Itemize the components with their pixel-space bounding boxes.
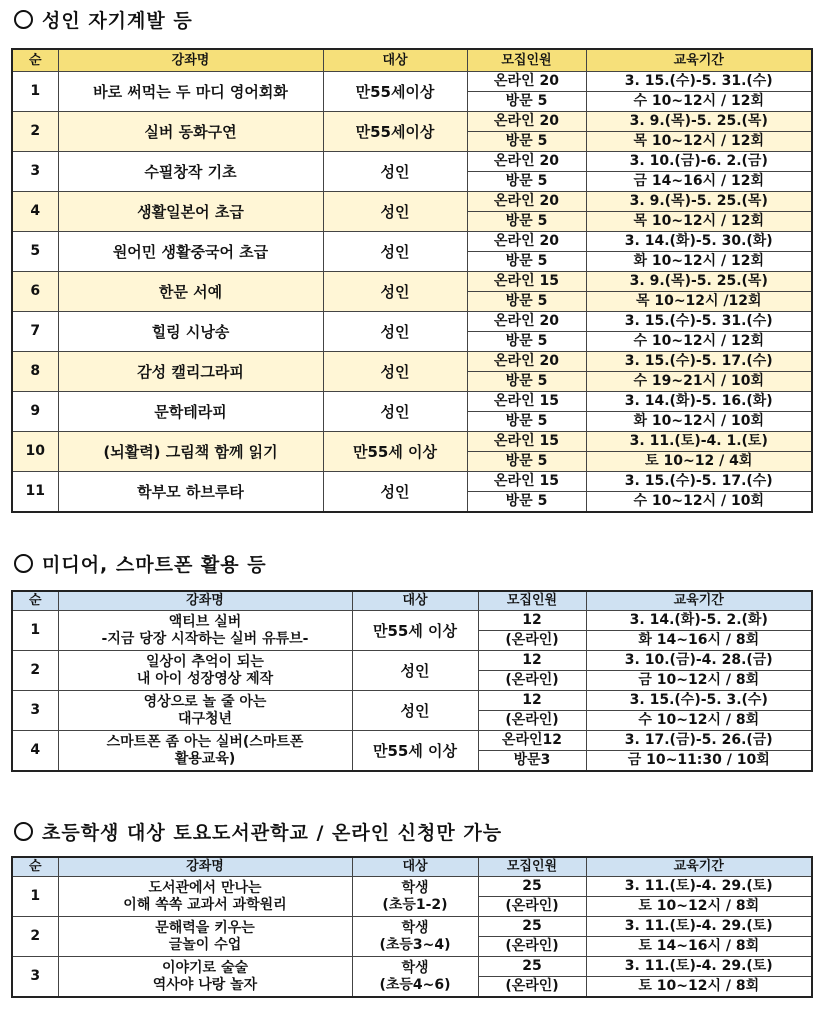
course-target: 성인: [323, 472, 467, 513]
course-schedule: 토 14~16시 / 8회: [586, 937, 812, 957]
course-period: 3. 15.(수)-5. 17.(수): [586, 352, 812, 372]
course-number: 10: [12, 432, 58, 472]
table-row: [12, 957, 812, 977]
course-number: 1: [12, 72, 58, 112]
course-name-line-2: 역사야 나랑 놀자: [152, 976, 258, 993]
table-row: [12, 877, 812, 897]
course-target: [352, 917, 478, 957]
course-schedule: 수 10~12시 / 12회: [586, 332, 812, 352]
course-name: 바로 써먹는 두 마디 영어회화: [58, 72, 323, 112]
course-schedule: 토 10~12시 / 8회: [586, 977, 812, 998]
course-schedule: 목 10~12시 /12회: [586, 292, 812, 312]
table-header-row: [12, 591, 812, 611]
course-number: 2: [12, 112, 58, 152]
capacity-online: 온라인 15: [467, 272, 586, 292]
course-period: 3. 15.(수)-5. 17.(수): [586, 472, 812, 492]
col-header-capacity: 모집인원: [478, 591, 586, 611]
section-title-text: 미디어, 스마트폰 활용 등: [42, 554, 267, 576]
course-schedule: 목 10~12시 / 12회: [586, 132, 812, 152]
course-target-line-2: (초등3~4): [379, 936, 451, 953]
capacity-online: 온라인 20: [467, 152, 586, 172]
capacity-visit: 방문 5: [467, 132, 586, 152]
course-schedule: 토 10~12 / 4회: [586, 452, 812, 472]
course-period: 3. 11.(토)-4. 29.(토): [586, 877, 812, 897]
capacity-online: 25: [478, 877, 586, 897]
course-name-line-2: 내 아이 성장영상 제작: [136, 670, 274, 687]
circle-icon: [14, 10, 33, 29]
course-schedule: 금 10~12시 / 8회: [586, 671, 812, 691]
course-name-line-1: 영상으로 놀 줄 아는: [143, 693, 267, 710]
col-header-target: 대상: [352, 591, 478, 611]
capacity-online: 12: [478, 651, 586, 671]
course-number: 2: [12, 651, 58, 691]
course-name: [58, 957, 352, 998]
capacity-online: 온라인 20: [467, 352, 586, 372]
capacity-visit: 방문 5: [467, 252, 586, 272]
course-period: 3. 11.(토)-4. 29.(토): [586, 957, 812, 977]
course-name: 감성 캘리그라피: [58, 352, 323, 392]
capacity-online: 25: [478, 957, 586, 977]
capacity-online: 온라인 20: [467, 192, 586, 212]
course-name-line-1: 문해력을 키우는: [155, 919, 255, 936]
capacity-visit: (온라인): [478, 977, 586, 998]
col-header-capacity: 모집인원: [478, 857, 586, 877]
course-target: 만55세 이상: [323, 432, 467, 472]
capacity-visit: 방문 5: [467, 412, 586, 432]
course-period: 3. 14.(화)-5. 2.(화): [586, 611, 812, 631]
section-title-adult: [14, 6, 193, 33]
col-header-name: 강좌명: [58, 857, 352, 877]
capacity-visit: 방문 5: [467, 492, 586, 513]
course-period: 3. 9.(목)-5. 25.(목): [586, 192, 812, 212]
course-number: 11: [12, 472, 58, 513]
course-name-line-2: 대구청년: [177, 710, 233, 727]
course-name: 한문 서예: [58, 272, 323, 312]
course-target: 성인: [323, 192, 467, 232]
capacity-online: 온라인 20: [467, 312, 586, 332]
course-name-line-1: 이야기로 술술: [161, 959, 249, 976]
course-period: 3. 9.(목)-5. 25.(목): [586, 112, 812, 132]
course-name: 힐링 시낭송: [58, 312, 323, 352]
table-row: [12, 392, 812, 412]
course-name: 학부모 하브루타: [58, 472, 323, 513]
course-name: [58, 651, 352, 691]
course-number: 4: [12, 731, 58, 772]
course-number: 6: [12, 272, 58, 312]
course-name-line-2: 활용교육): [174, 750, 236, 767]
course-number: 3: [12, 152, 58, 192]
course-number: 1: [12, 611, 58, 651]
course-number: 2: [12, 917, 58, 957]
capacity-visit: (온라인): [478, 631, 586, 651]
course-name: [58, 877, 352, 917]
course-target: 만55세이상: [323, 112, 467, 152]
capacity-visit: 방문 5: [467, 92, 586, 112]
table-row: [12, 312, 812, 332]
table-row: [12, 152, 812, 172]
col-header-name: 강좌명: [58, 49, 323, 72]
course-name-line-1: 일상이 추억이 되는: [146, 653, 264, 670]
course-name: 원어민 생활중국어 초급: [58, 232, 323, 272]
course-name-line-2: 이해 쏙쏙 교과서 과학원리: [123, 896, 287, 913]
elementary-course-table: [11, 856, 813, 998]
course-schedule: 수 10~12시 / 12회: [586, 92, 812, 112]
course-number: 8: [12, 352, 58, 392]
capacity-online: 온라인 15: [467, 392, 586, 412]
capacity-online: 온라인 20: [467, 112, 586, 132]
table-row: [12, 691, 812, 711]
course-name: 수필창작 기초: [58, 152, 323, 192]
col-header-period: 교육기간: [586, 49, 812, 72]
table-row: [12, 432, 812, 452]
course-name-line-1: 스마트폰 좀 아는 실버(스마트폰: [106, 733, 304, 750]
section-title-media: [14, 550, 267, 577]
capacity-visit: 방문 5: [467, 372, 586, 392]
adult-course-table: [11, 48, 813, 513]
course-target-line-1: 학생: [401, 959, 429, 976]
course-period: 3. 10.(금)-6. 2.(금): [586, 152, 812, 172]
capacity-online: 12: [478, 691, 586, 711]
capacity-online: 12: [478, 611, 586, 631]
col-header-target: 대상: [352, 857, 478, 877]
course-period: 3. 15.(수)-5. 3.(수): [586, 691, 812, 711]
course-name: 실버 동화구연: [58, 112, 323, 152]
col-header-capacity: 모집인원: [467, 49, 586, 72]
course-target: [352, 877, 478, 917]
course-schedule: 수 10~12시 / 8회: [586, 711, 812, 731]
course-schedule: 목 10~12시 / 12회: [586, 212, 812, 232]
course-period: 3. 15.(수)-5. 31.(수): [586, 312, 812, 332]
course-target: 성인: [323, 352, 467, 392]
col-header-period: 교육기간: [586, 591, 812, 611]
table-row: [12, 731, 812, 751]
course-target: 성인: [323, 152, 467, 192]
course-schedule: 수 19~21시 / 10회: [586, 372, 812, 392]
col-header-no: 순: [12, 857, 58, 877]
capacity-online: 온라인 20: [467, 232, 586, 252]
media-course-table: [11, 590, 813, 772]
capacity-visit: 방문 5: [467, 292, 586, 312]
capacity-visit: (온라인): [478, 711, 586, 731]
course-name-line-2: -지금 당장 시작하는 실버 유튜브-: [101, 630, 309, 647]
course-schedule: 수 10~12시 / 10회: [586, 492, 812, 513]
course-name: 문학테라피: [58, 392, 323, 432]
course-schedule: 금 14~16시 / 12회: [586, 172, 812, 192]
col-header-target: 대상: [323, 49, 467, 72]
capacity-online: 온라인 15: [467, 472, 586, 492]
course-schedule: 화 10~12시 / 12회: [586, 252, 812, 272]
course-target: 만55세 이상: [352, 611, 478, 651]
course-target: [352, 957, 478, 998]
course-name: [58, 691, 352, 731]
course-name: [58, 917, 352, 957]
table-row: [12, 272, 812, 292]
section-title-text: 성인 자기계발 등: [42, 10, 193, 32]
table-row: [12, 611, 812, 631]
course-schedule: 토 10~12시 / 8회: [586, 897, 812, 917]
course-target: 성인: [352, 651, 478, 691]
table-row: [12, 651, 812, 671]
table-row: [12, 72, 812, 92]
capacity-visit: (온라인): [478, 897, 586, 917]
course-name: 생활일본어 초급: [58, 192, 323, 232]
course-period: 3. 10.(금)-4. 28.(금): [586, 651, 812, 671]
course-target: 성인: [352, 691, 478, 731]
course-period: 3. 11.(토)-4. 1.(토): [586, 432, 812, 452]
capacity-visit: (온라인): [478, 937, 586, 957]
course-number: 5: [12, 232, 58, 272]
course-schedule: 금 10~11:30 / 10회: [586, 751, 812, 772]
course-target-line-2: (초등1-2): [382, 896, 448, 913]
capacity-visit: 방문 5: [467, 172, 586, 192]
course-name-line-1: 액티브 실버: [168, 613, 242, 630]
table-row: [12, 232, 812, 252]
course-number: 4: [12, 192, 58, 232]
course-period: 3. 9.(목)-5. 25.(목): [586, 272, 812, 292]
capacity-visit: 방문 5: [467, 452, 586, 472]
course-name-line-2: 글놀이 수업: [168, 936, 242, 953]
capacity-visit: 방문 5: [467, 212, 586, 232]
course-name: (뇌활력) 그림책 함께 읽기: [58, 432, 323, 472]
table-header-row: [12, 857, 812, 877]
section-title-text: 초등학생 대상 토요도서관학교 / 온라인 신청만 가능: [42, 822, 503, 844]
course-target-line-1: 학생: [401, 919, 429, 936]
capacity-online: 온라인12: [478, 731, 586, 751]
table-row: [12, 917, 812, 937]
course-schedule: 화 14~16시 / 8회: [586, 631, 812, 651]
capacity-visit: 방문 5: [467, 332, 586, 352]
course-name: [58, 731, 352, 772]
course-target: 만55세이상: [323, 72, 467, 112]
course-target: 만55세 이상: [352, 731, 478, 772]
col-header-no: 순: [12, 49, 58, 72]
capacity-online: 온라인 15: [467, 432, 586, 452]
course-period: 3. 17.(금)-5. 26.(금): [586, 731, 812, 751]
circle-icon: [14, 554, 33, 573]
course-target: 성인: [323, 312, 467, 352]
circle-icon: [14, 822, 33, 841]
table-row: [12, 472, 812, 492]
course-schedule: 화 10~12시 / 10회: [586, 412, 812, 432]
course-period: 3. 11.(토)-4. 29.(토): [586, 917, 812, 937]
course-name: [58, 611, 352, 651]
course-number: 3: [12, 957, 58, 998]
capacity-online: 25: [478, 917, 586, 937]
course-number: 9: [12, 392, 58, 432]
capacity-visit: (온라인): [478, 671, 586, 691]
course-target: 성인: [323, 232, 467, 272]
course-target-line-1: 학생: [401, 879, 429, 896]
course-target-line-2: (초등4~6): [379, 976, 451, 993]
table-header-row: [12, 49, 812, 72]
capacity-visit: 방문3: [478, 751, 586, 772]
course-name-line-1: 도서관에서 만나는: [148, 879, 262, 896]
section-title-elementary: [14, 818, 502, 845]
course-period: 3. 15.(수)-5. 31.(수): [586, 72, 812, 92]
col-header-name: 강좌명: [58, 591, 352, 611]
course-number: 1: [12, 877, 58, 917]
course-target: 성인: [323, 272, 467, 312]
col-header-period: 교육기간: [586, 857, 812, 877]
table-row: [12, 112, 812, 132]
course-period: 3. 14.(화)-5. 16.(화): [586, 392, 812, 412]
table-row: [12, 352, 812, 372]
course-number: 7: [12, 312, 58, 352]
capacity-online: 온라인 20: [467, 72, 586, 92]
course-number: 3: [12, 691, 58, 731]
col-header-no: 순: [12, 591, 58, 611]
course-period: 3. 14.(화)-5. 30.(화): [586, 232, 812, 252]
table-row: [12, 192, 812, 212]
course-target: 성인: [323, 392, 467, 432]
